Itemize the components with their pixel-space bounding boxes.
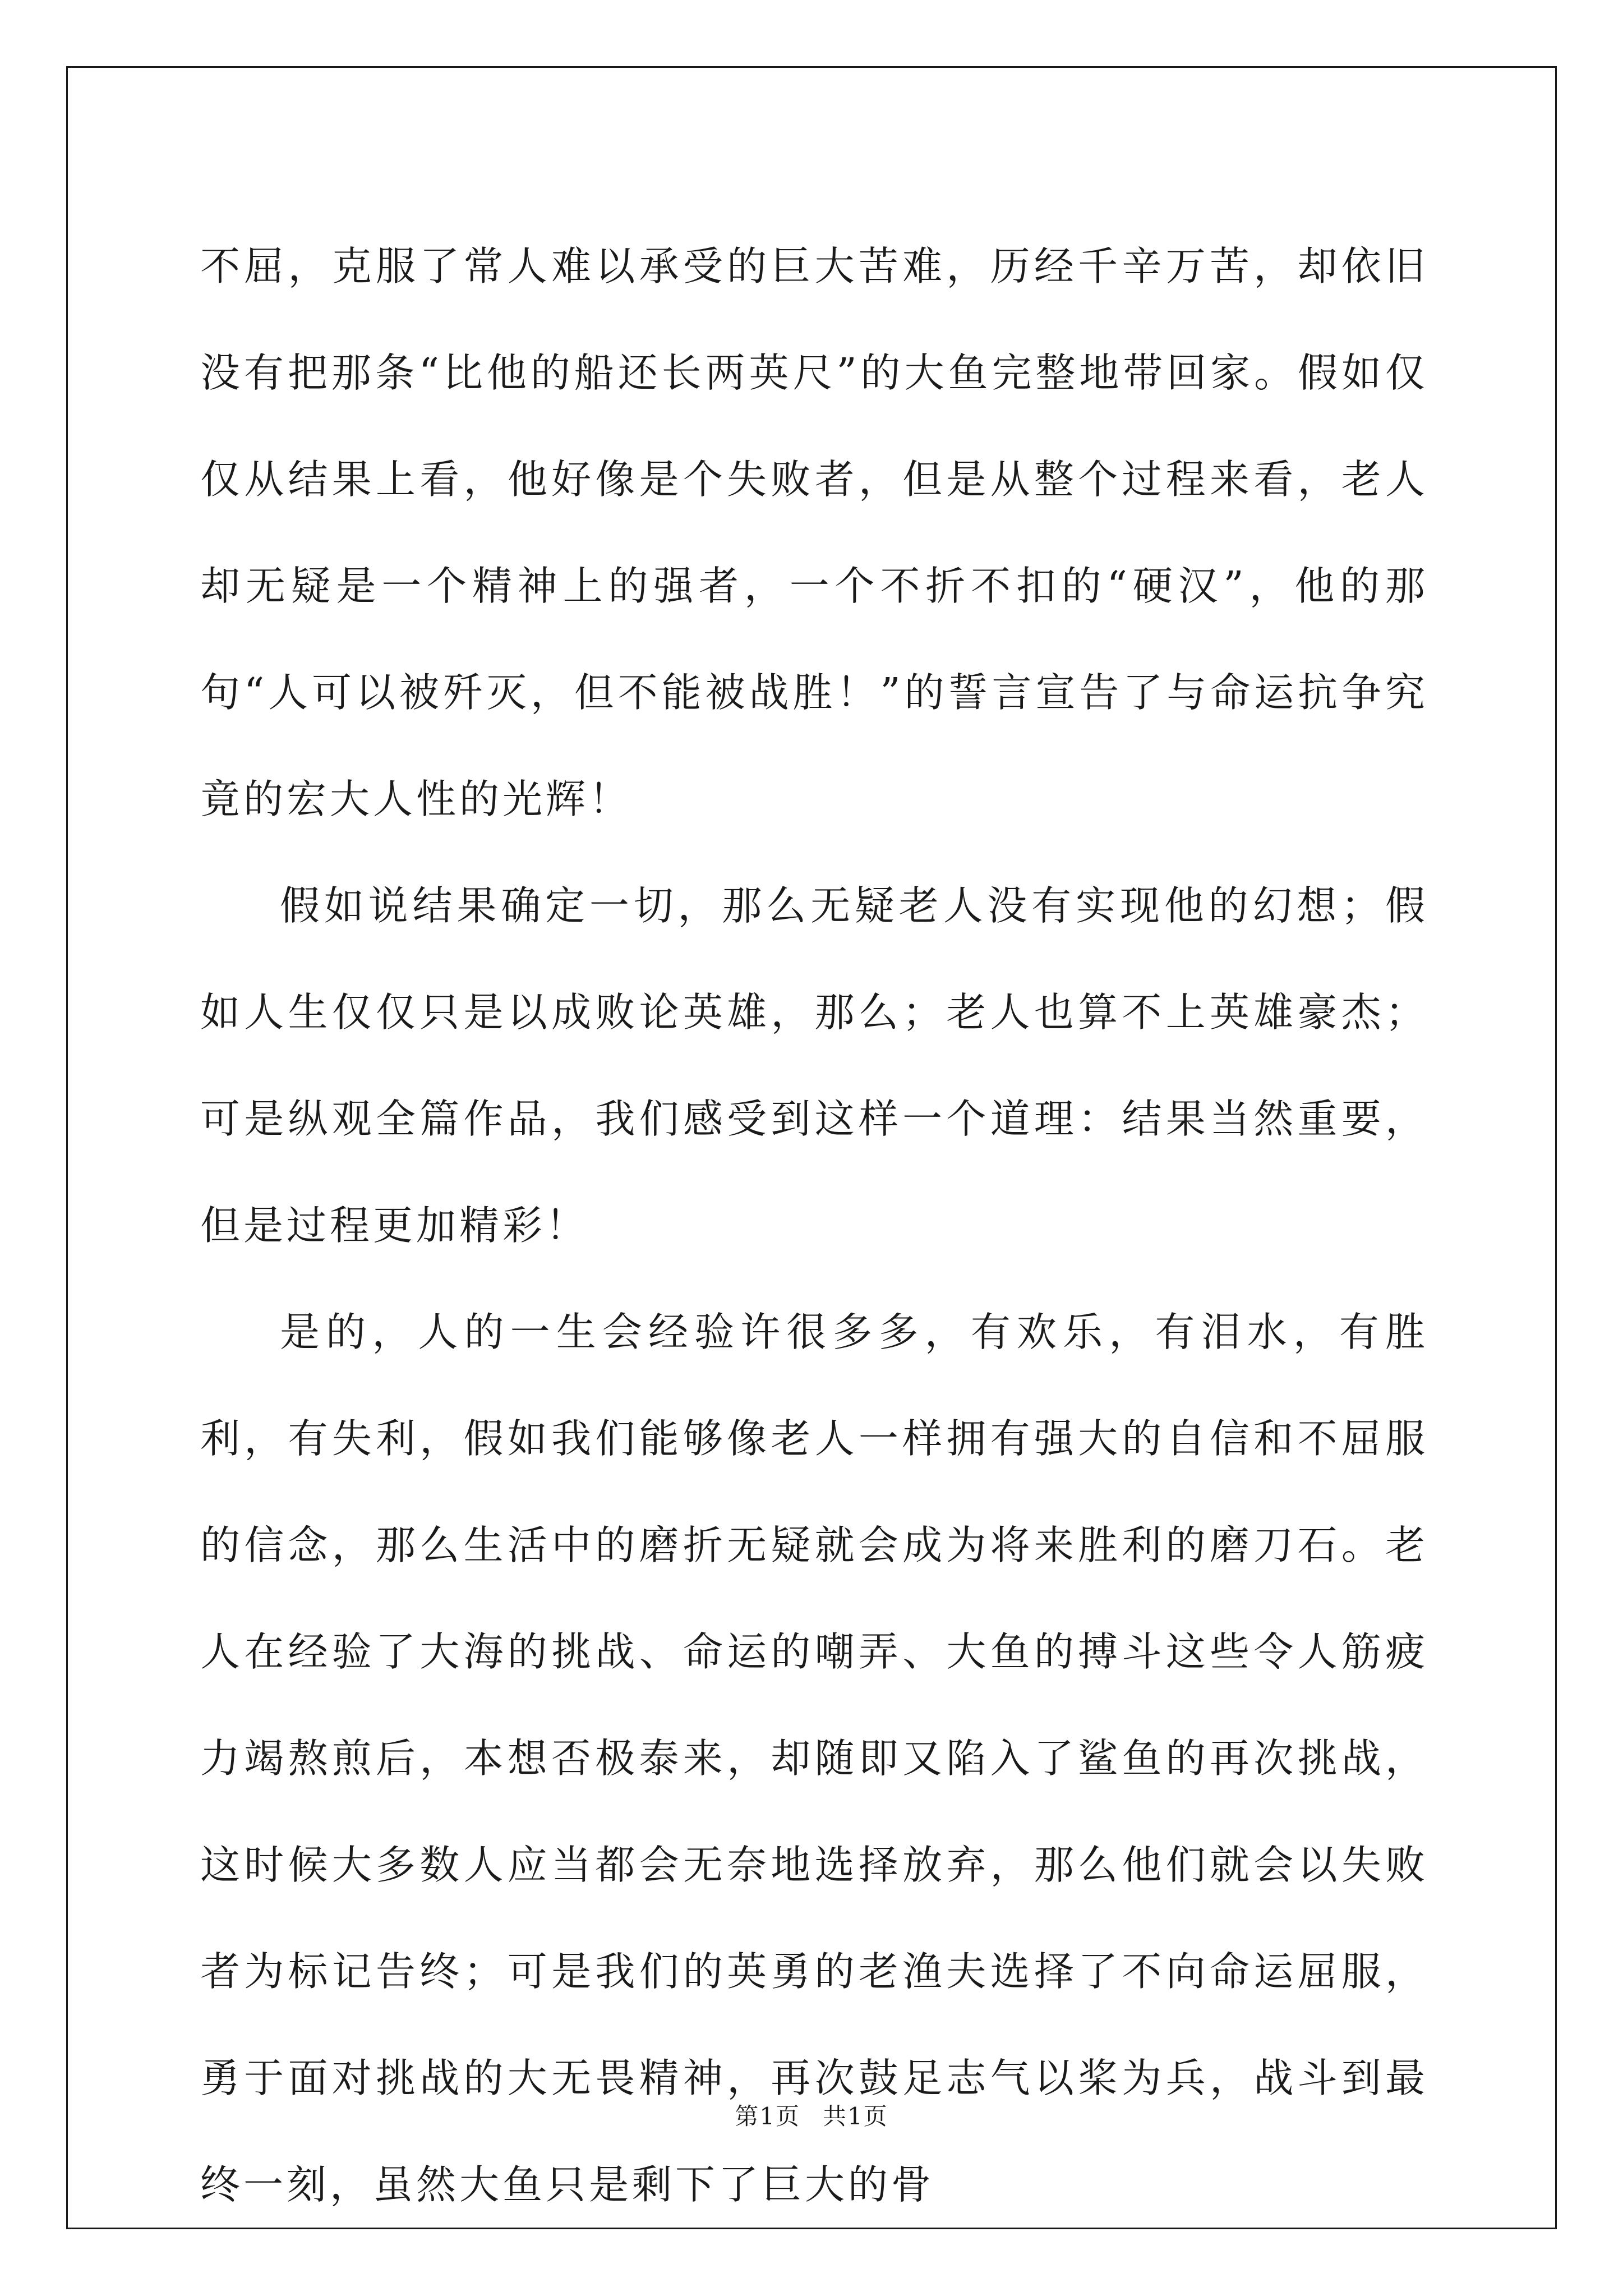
page-number-total: 共1页 [823, 2102, 888, 2130]
paragraph-2: 假如说结果确定一切，那么无疑老人没有实现他的幻想；假如人生仅仅只是以成败论英雄，那么；老人也算不上英雄豪杰；可是纵观全篇作品，我们感受到这样一个道理：结果当然重要，但是过程更加精彩！ [200, 882, 1428, 1249]
document-body [200, 213, 1428, 2238]
page-footer [0, 2098, 1623, 2132]
paragraph-3: 是的，人的一生会经验许很多多，有欢乐，有泪水，有胜利，有失利，假如我们能够像老人一样拥有强大的自信和不屈服的信念，那么生活中的磨折无疑就会成为将来胜利的磨刀石。老人在经验了大海的挑战、命运的嘲弄、大鱼的搏斗这些令人筋疲力竭熬煎后，本想否极泰来，却随即又陷入了鲨鱼的再次挑战，这时候大多数人应当都会无奈地选择放弃，那么他们就会以失败者为标记告终；可是我们的英勇的老渔夫选择了不向命运屈服，勇于面对挑战的大无畏精神，再次鼓足志气以桨为兵，战斗到最终一刻，虽然大鱼只是剩下了巨大的骨 [200, 1309, 1428, 2208]
paragraph-1: 不屈，克服了常人难以承受的巨大苦难，历经千辛万苦，却依旧没有把那条“比他的船还长两英尺”的大鱼完整地带回家。假如仅仅从结果上看，他好像是个失败者，但是从整个过程来看，老人却无疑是一个精神上的强者，一个不折不扣的“硬汉”，他的那句“人可以被歼灭，但不能被战胜！”的誓言宣告了与命运抗争究竟的宏大人性的光辉！ [200, 243, 1428, 822]
page-number-current: 第1页 [735, 2102, 800, 2130]
